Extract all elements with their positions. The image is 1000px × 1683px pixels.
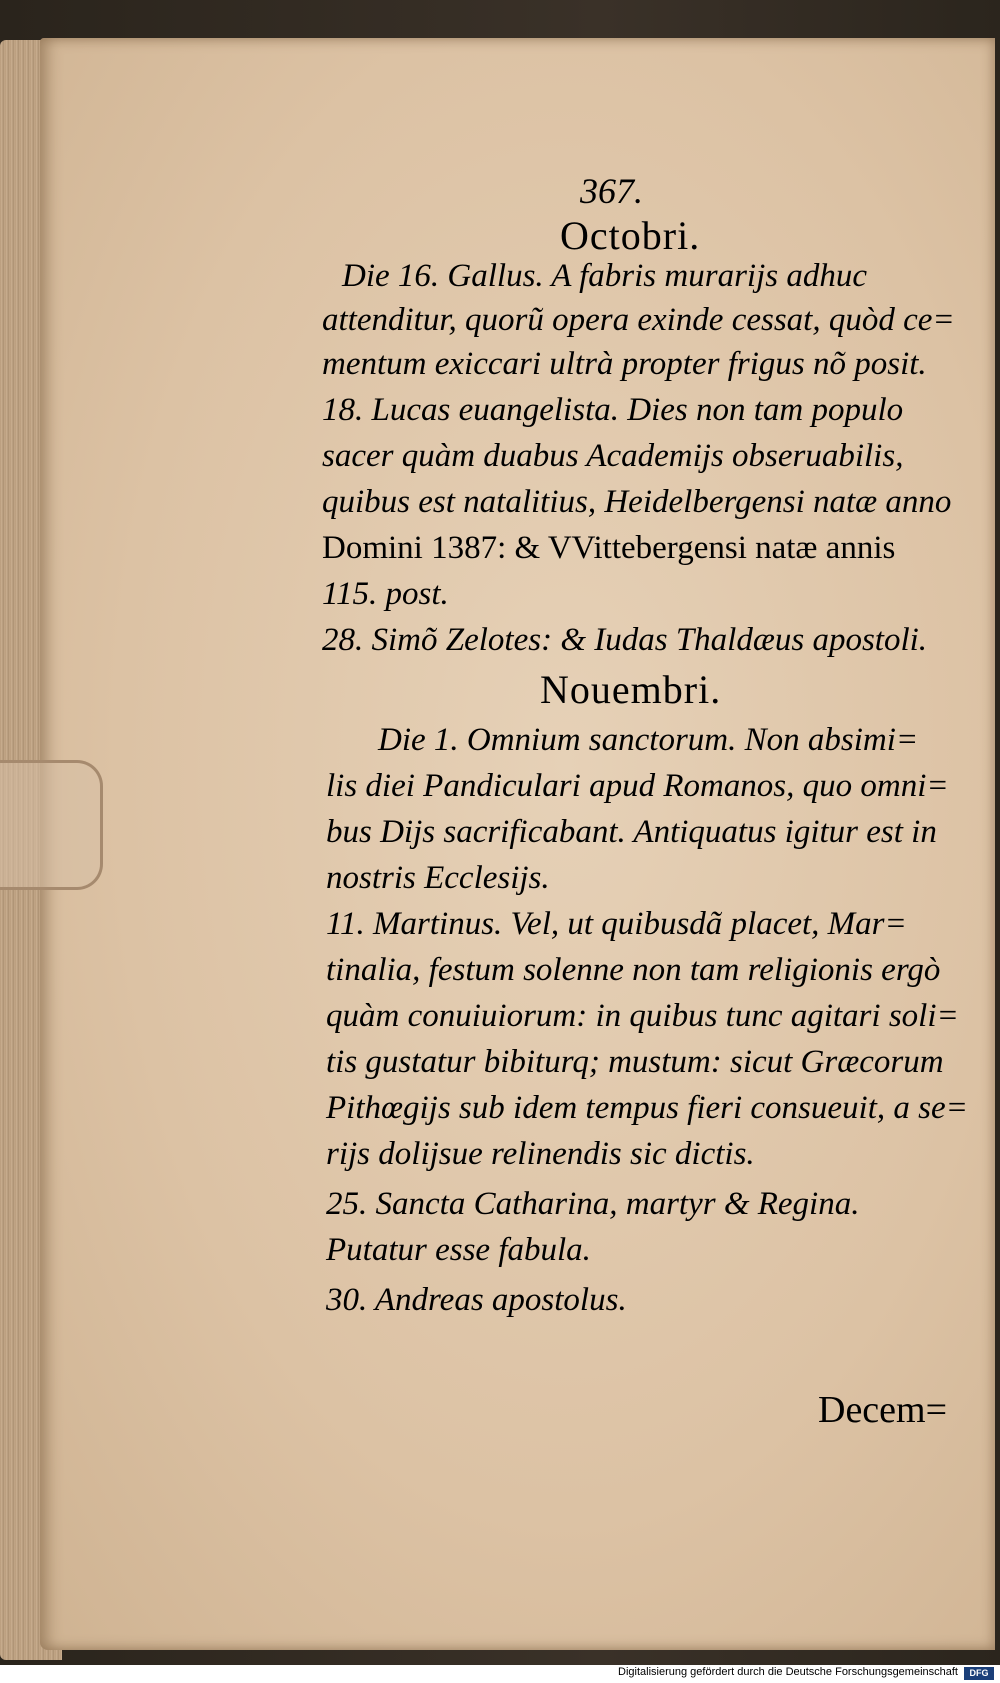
text-line: quibus est natalitius, Heidelbergensi natæ anno [322,484,952,520]
text-line: quàm conuiuiorum: in quibus tunc agitari soli= [326,998,959,1034]
footer-bar [0,1665,1000,1683]
catchword: Decem= [818,1389,948,1431]
text-line: tinalia, festum solenne non tam religionis ergò [326,952,941,988]
text-line: Die 1. Omnium sanctorum. Non absimi= [378,722,919,758]
page-number: 367. [580,171,643,211]
text-line: Pithœgijs sub idem tempus fieri consueuit, a se= [326,1090,968,1126]
section-heading-october: Octobri. [560,213,701,258]
text-line: 115. post. [322,576,449,612]
text-line: tis gustatur bibiturq; mustum: sicut Græcorum [326,1044,944,1080]
text-line: 28. Simõ Zelotes: & Iudas Thaldæus apostoli. [322,622,928,658]
text-line: rijs dolijsue relinendis sic dictis. [326,1136,755,1172]
text-line: sacer quàm duabus Academijs obseruabilis, [322,438,904,474]
text-line: nostris Ecclesijs. [326,860,550,896]
text-line: mentum exiccari ultrà propter frigus nõ posit. [322,346,927,382]
text-line: 30. Andreas apostolus. [326,1282,627,1318]
section-heading-november: Nouembri. [540,667,722,712]
text-line: 11. Martinus. Vel, ut quibusdã placet, Mar= [326,906,907,942]
text-line: lis diei Pandiculari apud Romanos, quo omni= [326,768,949,804]
text-line: 25. Sancta Catharina, martyr & Regina. [326,1186,860,1222]
text-line: 18. Lucas euangelista. Dies non tam populo [322,392,904,428]
page-clip [0,760,103,890]
text-line: Putatur esse fabula. [326,1232,591,1268]
dfg-logo: DFG [964,1667,994,1680]
footer-credit: Digitalisierung gefördert durch die Deutsche Forschungsgemeinschaft [618,1666,958,1678]
text-line: Die 16. Gallus. A fabris murarijs adhuc [342,258,867,294]
text-line: attenditur, quorũ opera exinde cessat, quòd ce= [322,302,955,338]
text-line: bus Dijs sacrificabant. Antiquatus igitur est in [326,814,937,850]
text-line: Domini 1387: & VVittebergensi natæ annis [322,530,896,566]
